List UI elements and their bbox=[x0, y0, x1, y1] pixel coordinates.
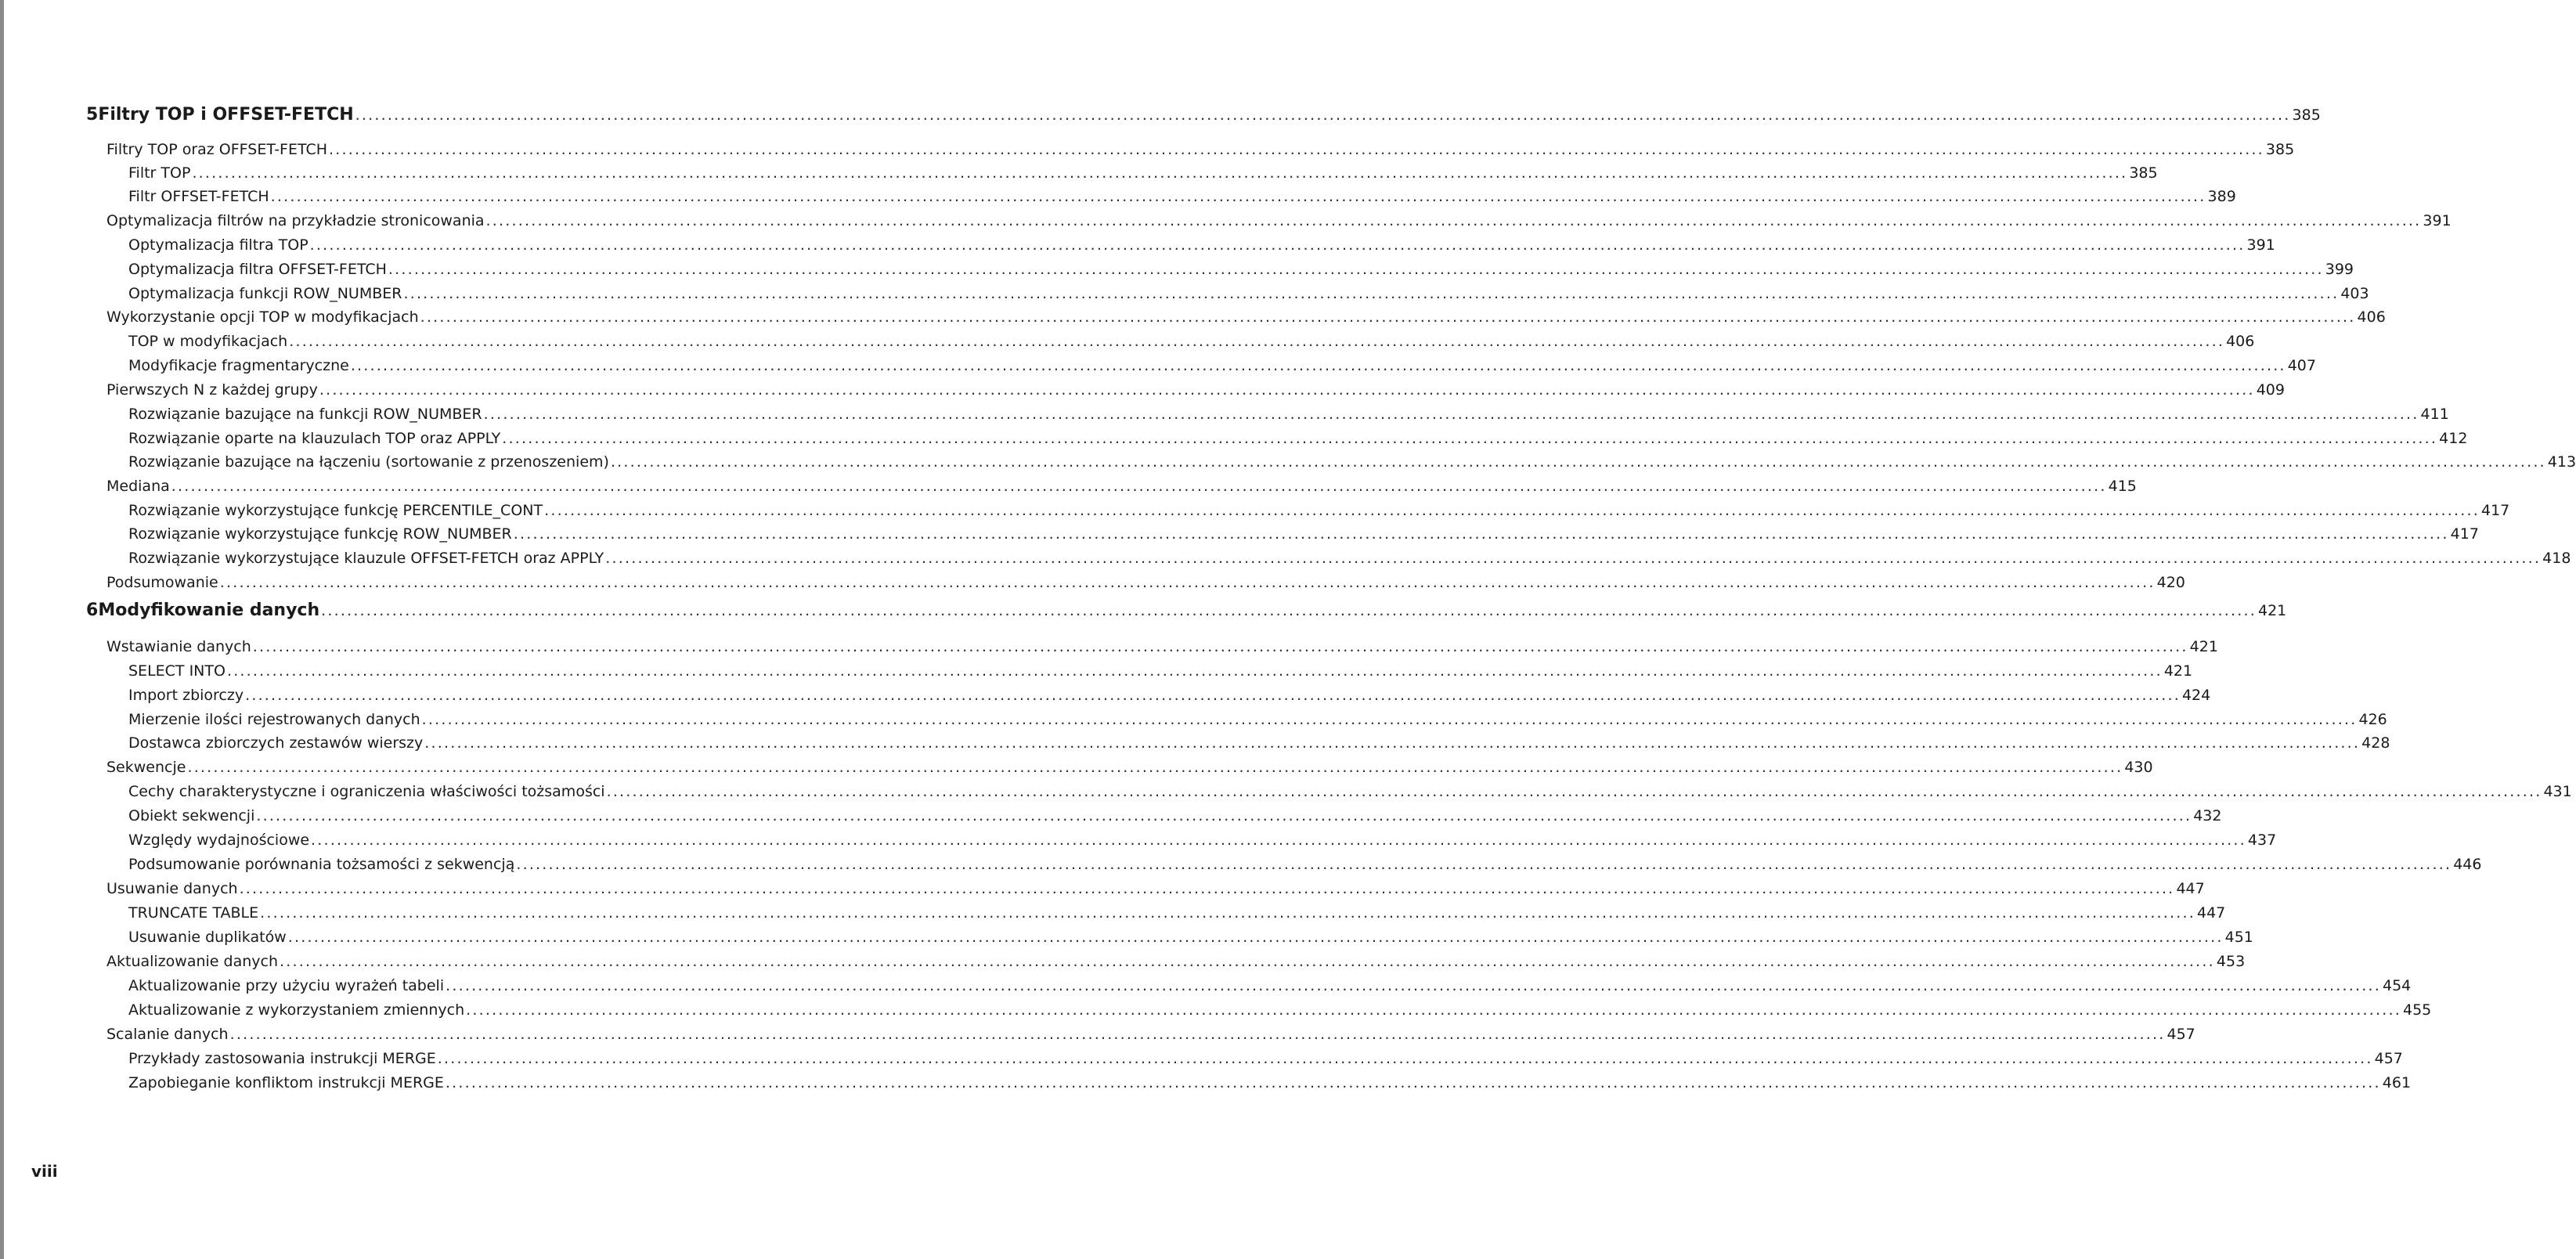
entry-page-number: 428 bbox=[2361, 734, 2390, 752]
entry-page-number: 420 bbox=[2156, 574, 2185, 591]
dot-leader: ............................................................................................................................................................................................................................................................................................................ bbox=[309, 236, 2246, 254]
dot-leader: ............................................................................................................................................................................................................................................................................................................ bbox=[513, 525, 2449, 543]
toc-entry[interactable] bbox=[128, 734, 2390, 756]
entry-title: Rozwiązanie oparte na klauzulach TOP oraz APPLY bbox=[128, 430, 501, 447]
entry-page-number: 457 bbox=[2374, 1050, 2403, 1067]
toc-entry[interactable] bbox=[128, 333, 2255, 355]
toc-entry[interactable] bbox=[106, 478, 2137, 500]
toc-entry[interactable] bbox=[128, 1074, 2412, 1096]
dot-leader: ............................................................................................................................................................................................................................................................................................................ bbox=[610, 453, 2546, 471]
dot-leader: ............................................................................................................................................................................................................................................................................................................ bbox=[245, 687, 2181, 704]
entry-title: Filtry TOP i OFFSET-FETCH bbox=[98, 105, 354, 124]
entry-title: Podsumowanie porównania tożsamości z sekwencją bbox=[128, 856, 515, 873]
entry-page-number: 461 bbox=[2382, 1074, 2412, 1091]
toc-entry[interactable] bbox=[106, 759, 2153, 781]
toc-entry[interactable] bbox=[128, 261, 2354, 283]
dot-leader: ............................................................................................................................................................................................................................................................................................................ bbox=[350, 357, 2286, 374]
entry-title: Modyfikowanie danych bbox=[98, 601, 320, 620]
entry-title: Aktualizowanie danych bbox=[106, 953, 279, 970]
entry-page-number: 421 bbox=[2258, 602, 2287, 619]
entry-page-number: 437 bbox=[2247, 832, 2277, 849]
entry-title: Mierzenie ilości rejestrowanych danych bbox=[128, 711, 420, 728]
toc-entry[interactable] bbox=[128, 1001, 2432, 1023]
entry-title: Modyfikacje fragmentaryczne bbox=[128, 357, 349, 374]
dot-leader: ............................................................................................................................................................................................................................................................................................................ bbox=[270, 188, 2206, 205]
entry-page-number: 413 bbox=[2547, 453, 2576, 471]
dot-leader: ............................................................................................................................................................................................................................................................................................................ bbox=[485, 212, 2422, 229]
toc-entry[interactable] bbox=[128, 1050, 2403, 1072]
entry-title: Zapobieganie konfliktom instrukcji MERGE bbox=[128, 1074, 444, 1091]
entry-page-number: 385 bbox=[2265, 141, 2295, 158]
dot-leader: ............................................................................................................................................................................................................................................................................................................ bbox=[229, 1026, 2166, 1043]
entry-page-number: 385 bbox=[2129, 164, 2158, 182]
toc-entry[interactable] bbox=[128, 832, 2277, 853]
entry-page-number: 406 bbox=[2226, 333, 2255, 350]
entry-title: Sekwencje bbox=[106, 759, 186, 776]
entry-title: Obiekt sekwencji bbox=[128, 807, 255, 824]
dot-leader: ............................................................................................................................................................................................................................................................................................................ bbox=[192, 164, 2128, 182]
toc-entry[interactable] bbox=[128, 502, 2510, 524]
entry-title: Podsumowanie bbox=[106, 574, 218, 591]
toc-entry[interactable] bbox=[128, 929, 2253, 951]
entry-page-number: 415 bbox=[2108, 478, 2137, 495]
entry-page-number: 411 bbox=[2420, 406, 2449, 423]
entry-title: TOP w modyfikacjach bbox=[128, 333, 288, 350]
entry-page-number: 421 bbox=[2189, 638, 2218, 655]
entry-page-number: 424 bbox=[2181, 687, 2211, 704]
entry-title: Dostawca zbiorczych zestawów wierszy bbox=[128, 734, 424, 752]
toc-entry[interactable] bbox=[106, 880, 2205, 902]
dot-leader: ............................................................................................................................................................................................................................................................................................................ bbox=[516, 856, 2452, 873]
dot-leader: ............................................................................................................................................................................................................................................................................................................ bbox=[544, 502, 2480, 519]
toc-entry[interactable] bbox=[128, 188, 2236, 210]
entry-title: Wykorzystanie opcji TOP w modyfikacjach bbox=[106, 308, 419, 326]
dot-leader: ............................................................................................................................................................................................................................................................................................................ bbox=[226, 662, 2163, 680]
dot-leader: ............................................................................................................................................................................................................................................................................................................ bbox=[403, 285, 2340, 302]
entry-title: Optymalizacja filtra OFFSET-FETCH bbox=[128, 261, 387, 278]
dot-leader: ............................................................................................................................................................................................................................................................................................................ bbox=[321, 602, 2257, 619]
entry-title: Wstawianie danych bbox=[106, 638, 251, 655]
dot-leader: ............................................................................................................................................................................................................................................................................................................ bbox=[606, 783, 2542, 800]
entry-page-number: 385 bbox=[2292, 106, 2321, 124]
toc-entry[interactable] bbox=[128, 236, 2275, 258]
entry-title: Import zbiorczy bbox=[128, 687, 244, 704]
toc-entry[interactable] bbox=[128, 430, 2468, 452]
toc-entry[interactable] bbox=[106, 141, 2295, 163]
entry-title: Optymalizacja filtra TOP bbox=[128, 236, 308, 254]
entry-title: Filtr TOP bbox=[128, 164, 191, 182]
dot-leader: ............................................................................................................................................................................................................................................................................................................ bbox=[171, 478, 2107, 495]
entry-page-number: 391 bbox=[2423, 212, 2452, 229]
dot-leader: ............................................................................................................................................................................................................................................................................................................ bbox=[219, 574, 2156, 591]
toc-entry[interactable] bbox=[128, 285, 2369, 307]
entry-title: Aktualizowanie przy użyciu wyrażeń tabeli bbox=[128, 977, 445, 994]
toc-entry[interactable] bbox=[128, 977, 2412, 999]
entry-title: Usuwanie danych bbox=[106, 880, 238, 897]
entry-title: Filtr OFFSET-FETCH bbox=[128, 188, 269, 205]
toc-entry[interactable] bbox=[128, 525, 2479, 547]
dot-leader: ............................................................................................................................................................................................................................................................................................................ bbox=[605, 550, 2542, 567]
toc-entry[interactable] bbox=[106, 308, 2386, 330]
toc-entry[interactable] bbox=[106, 381, 2285, 403]
toc-entry[interactable] bbox=[128, 856, 2482, 878]
entry-page-number: 430 bbox=[2124, 759, 2153, 776]
chapter-number: 5 bbox=[86, 105, 99, 124]
dot-leader: ............................................................................................................................................................................................................................................................................................................ bbox=[187, 759, 2123, 776]
toc-entry[interactable] bbox=[128, 711, 2387, 733]
page-number-folio: viii bbox=[31, 1162, 58, 1181]
entry-page-number: 447 bbox=[2176, 880, 2205, 897]
entry-title: Względy wydajnościowe bbox=[128, 832, 310, 849]
chapter-number: 6 bbox=[86, 601, 99, 620]
entry-title: Usuwanie duplikatów bbox=[128, 929, 287, 946]
entry-title: Rozwiązanie bazujące na łączeniu (sortowanie z przenoszeniem) bbox=[128, 453, 609, 471]
entry-page-number: 406 bbox=[2357, 308, 2386, 326]
dot-leader: ............................................................................................................................................................................................................................................................................................................ bbox=[446, 977, 2381, 994]
entry-title: Pierwszych N z każdej grupy bbox=[106, 381, 318, 399]
toc-entry[interactable] bbox=[128, 550, 2571, 572]
entry-title: Rozwiązanie wykorzystujące funkcję PERCENTILE_CONT bbox=[128, 502, 543, 519]
entry-page-number: 409 bbox=[2256, 381, 2285, 399]
dot-leader: ............................................................................................................................................................................................................................................................................................................ bbox=[287, 929, 2224, 946]
dot-leader: ............................................................................................................................................................................................................................................................................................................ bbox=[355, 106, 2291, 124]
toc-chapter-entry[interactable] bbox=[86, 105, 2321, 130]
entry-page-number: 417 bbox=[2480, 502, 2510, 519]
entry-page-number: 457 bbox=[2167, 1026, 2195, 1043]
entry-title: Filtry TOP oraz OFFSET-FETCH bbox=[106, 141, 328, 158]
toc-entry[interactable] bbox=[128, 662, 2193, 684]
toc-entry[interactable] bbox=[106, 953, 2246, 975]
toc-entry[interactable] bbox=[128, 357, 2316, 379]
dot-leader: ............................................................................................................................................................................................................................................................................................................ bbox=[252, 638, 2188, 655]
entry-title: Mediana bbox=[106, 478, 170, 495]
dot-leader: ............................................................................................................................................................................................................................................................................................................ bbox=[421, 711, 2358, 728]
entry-page-number: 417 bbox=[2450, 525, 2479, 543]
entry-title: SELECT INTO bbox=[128, 662, 225, 680]
entry-title: Rozwiązanie wykorzystujące klauzule OFFSET-FETCH oraz APPLY bbox=[128, 550, 604, 567]
toc-entry[interactable] bbox=[128, 453, 2576, 475]
entry-title: Aktualizowanie z wykorzystaniem zmiennych bbox=[128, 1001, 465, 1019]
entry-title: Optymalizacja funkcji ROW_NUMBER bbox=[128, 285, 402, 302]
dot-leader: ............................................................................................................................................................................................................................................................................................................ bbox=[280, 953, 2215, 970]
entry-title: TRUNCATE TABLE bbox=[128, 904, 259, 922]
entry-page-number: 399 bbox=[2325, 261, 2354, 278]
dot-leader: ............................................................................................................................................................................................................................................................................................................ bbox=[319, 381, 2255, 399]
entry-title: Przykłady zastosowania instrukcji MERGE bbox=[128, 1050, 436, 1067]
entry-page-number: 455 bbox=[2403, 1001, 2432, 1019]
dot-leader: ............................................................................................................................................................................................................................................................................................................ bbox=[239, 880, 2175, 897]
entry-page-number: 447 bbox=[2197, 904, 2226, 922]
entry-page-number: 426 bbox=[2358, 711, 2387, 728]
entry-title: Optymalizacja filtrów na przykładzie stronicowania bbox=[106, 212, 485, 229]
dot-leader: ............................................................................................................................................................................................................................................................................................................ bbox=[445, 1074, 2381, 1091]
dot-leader: ............................................................................................................................................................................................................................................................................................................ bbox=[256, 807, 2192, 824]
entry-title: Cechy charakterystyczne i ograniczenia właściwości tożsamości bbox=[128, 783, 605, 800]
dot-leader: ............................................................................................................................................................................................................................................................................................................ bbox=[329, 141, 2264, 158]
toc-entry[interactable] bbox=[106, 212, 2452, 234]
entry-page-number: 403 bbox=[2340, 285, 2369, 302]
toc-entry[interactable] bbox=[128, 406, 2449, 427]
dot-leader: ............................................................................................................................................................................................................................................................................................................ bbox=[466, 1001, 2401, 1019]
toc-entry[interactable] bbox=[106, 574, 2185, 596]
toc-entry[interactable] bbox=[106, 638, 2218, 660]
toc-entry[interactable] bbox=[128, 807, 2222, 829]
entry-page-number: 407 bbox=[2287, 357, 2316, 374]
entry-title: Rozwiązanie wykorzystujące funkcję ROW_NUMBER bbox=[128, 525, 512, 543]
entry-page-number: 454 bbox=[2382, 977, 2412, 994]
dot-leader: ............................................................................................................................................................................................................................................................................................................ bbox=[424, 734, 2361, 752]
entry-page-number: 451 bbox=[2224, 929, 2253, 946]
entry-title: Scalanie danych bbox=[106, 1026, 229, 1043]
entry-page-number: 391 bbox=[2246, 236, 2275, 254]
dot-leader: ............................................................................................................................................................................................................................................................................................................ bbox=[420, 308, 2356, 326]
dot-leader: ............................................................................................................................................................................................................................................................................................................ bbox=[483, 406, 2419, 423]
entry-page-number: 446 bbox=[2453, 856, 2482, 873]
entry-page-number: 389 bbox=[2207, 188, 2236, 205]
toc-entry[interactable] bbox=[128, 904, 2226, 926]
dot-leader: ............................................................................................................................................................................................................................................................................................................ bbox=[289, 333, 2225, 350]
toc-chapter-entry[interactable] bbox=[86, 601, 2287, 626]
toc-entry[interactable] bbox=[128, 687, 2211, 709]
dot-leader: ............................................................................................................................................................................................................................................................................................................ bbox=[437, 1050, 2373, 1067]
entry-page-number: 412 bbox=[2439, 430, 2468, 447]
entry-title: Rozwiązanie bazujące na funkcji ROW_NUMBER bbox=[128, 406, 482, 423]
entry-page-number: 453 bbox=[2216, 953, 2246, 970]
dot-leader: ............................................................................................................................................................................................................................................................................................................ bbox=[311, 832, 2246, 849]
toc-entry[interactable] bbox=[128, 164, 2158, 186]
toc-entry[interactable] bbox=[106, 1026, 2195, 1048]
entry-page-number: 431 bbox=[2543, 783, 2572, 800]
toc-entry[interactable] bbox=[128, 783, 2572, 805]
dot-leader: ............................................................................................................................................................................................................................................................................................................ bbox=[260, 904, 2195, 922]
page-edge-rule bbox=[0, 0, 4, 1259]
dot-leader: ............................................................................................................................................................................................................................................................................................................ bbox=[502, 430, 2438, 447]
dot-leader: ............................................................................................................................................................................................................................................................................................................ bbox=[388, 261, 2324, 278]
entry-page-number: 421 bbox=[2163, 662, 2193, 680]
entry-page-number: 418 bbox=[2542, 550, 2571, 567]
entry-page-number: 432 bbox=[2193, 807, 2222, 824]
